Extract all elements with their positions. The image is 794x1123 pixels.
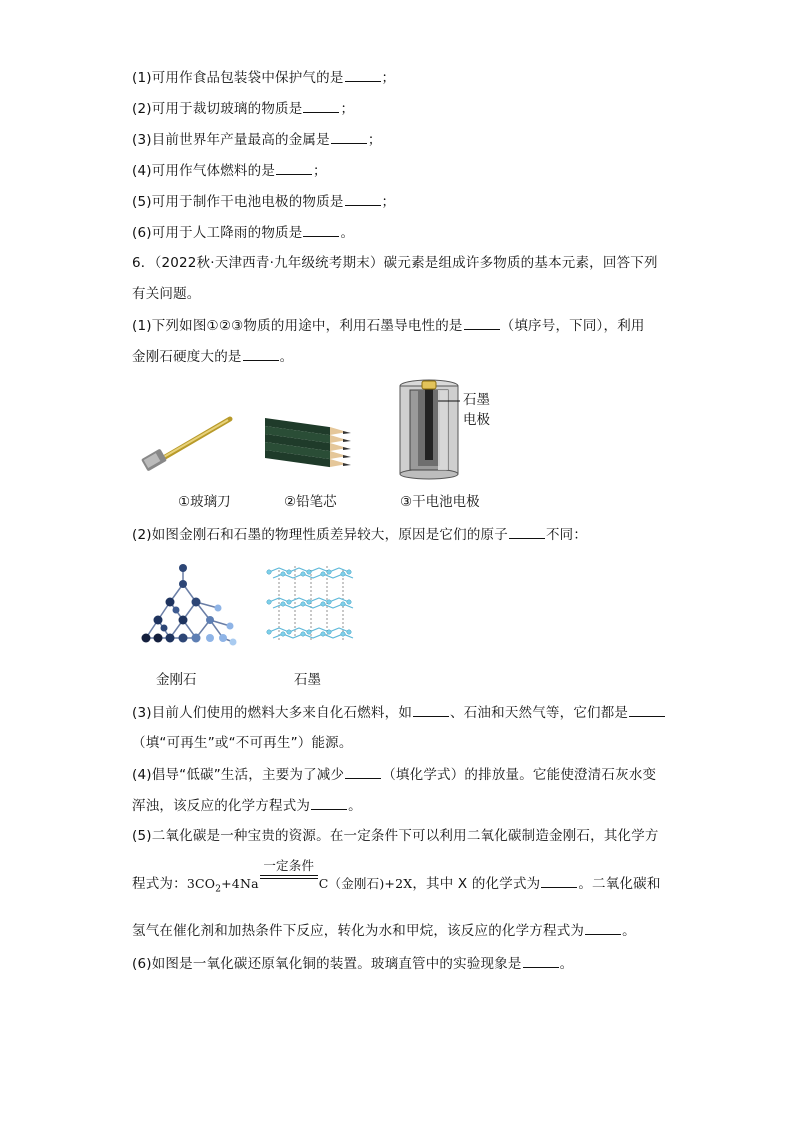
q2-blank[interactable] [303,99,339,113]
q5-line [132,192,395,211]
q3-blank[interactable] [331,130,367,144]
q3-text: (3)目前世界年产量最高的金属是 [132,132,330,148]
q4-blank[interactable] [276,161,312,175]
s5-text-c: ，其中 X 的化学式为 [412,876,541,892]
eq-subscript: 2 [215,884,222,895]
q6-text: (6)可用于人工降雨的物质是 [132,225,303,241]
s1-text-d: 。 [279,349,294,365]
battery-label-pointer [438,395,462,435]
s4-text: (4)倡导“低碳”生活，主要为了减少 [132,767,345,783]
eq-condition: 一定条件 [263,858,315,873]
s4-text-b: （填化学式）的排放量。它能使澄清石灰水变 [382,767,657,783]
eq-reactant-na: +4Na [221,876,259,891]
s1-blank-2[interactable] [243,347,279,361]
s2-blank[interactable] [509,525,545,539]
s3-line-a [132,703,666,722]
q2-end: ； [340,101,355,117]
q1-end: ； [381,70,396,86]
s6-text: (6)如图是一氧化碳还原氧化铜的装置。玻璃直管中的实验现象是 [132,956,522,972]
s5-text-d: 。二氧化碳和 [578,876,661,892]
s1-text-b: （填序号，下同），利用 [500,318,645,334]
q6-end: 。 [340,225,355,241]
s6-text-b: 。 [559,956,574,972]
s1-blank-1[interactable] [464,316,500,330]
s5-text-f: 。 [622,923,636,939]
q1-line [132,68,395,87]
q3-end: ； [367,132,382,148]
q2-line [132,99,354,118]
q5-text: (5)可用于制作干电池电极的物质是 [132,194,344,210]
s5-blank-1[interactable] [541,874,577,888]
s4-line-a [132,765,656,784]
s4-blank-1[interactable] [345,765,381,779]
s5-text-b: 程式为： [132,876,187,892]
s5-text-e: 氢气在催化剂和加热条件下反应，转化为水和甲烷，该反应的化学方程式为 [132,923,585,939]
s1-line-b [132,347,293,366]
eq-reactant-co2: 3CO [186,876,216,891]
q6-blank[interactable] [303,223,339,237]
q4-text: (4)可用作气体燃料的是 [132,163,276,179]
s3-blank-1[interactable] [413,703,449,717]
s1-text: (1)下列如图①②③物质的用途中，利用石墨导电性的是 [132,318,463,334]
s4-line-b [132,796,362,815]
caption-glass-knife: ①玻璃刀 [178,494,231,510]
caption-pencil: ②铅笔芯 [284,494,337,510]
glass-knife-figure [140,415,235,475]
s2-text-b: 不同： [545,527,588,543]
caption-diamond: 金刚石 [156,672,197,688]
problem6-title-cont: 有关问题。 [132,286,201,302]
problem6-title: 6．（2022秋·天津西青·九年级统考期末）碳元素是组成许多物质的基本元素，回答下列 [132,255,658,271]
s6-blank[interactable] [523,954,559,968]
caption-battery: ③干电池电极 [400,494,480,510]
q4-end: ； [313,163,327,179]
s6-line [132,954,573,973]
q5-end: ； [381,194,396,210]
s5-blank-2[interactable] [585,921,621,935]
eq-products: C（金刚石)+2X [318,876,413,891]
s3-text: (3)目前人们使用的燃料大多来自化石燃料，如 [132,705,413,721]
eq-condition-arrow [260,858,318,893]
q4-line [132,161,327,180]
q1-blank[interactable] [345,68,381,82]
graphite-structure-figure [265,562,357,654]
s5-line-c [132,921,636,940]
s4-text-c: 浑浊，该反应的化学方程式为 [132,798,311,814]
q1-text: (1)可用作食品包装袋中保护气的是 [132,70,344,86]
s1-text-c: 金刚石硬度大的是 [132,349,242,365]
s1-line-a [132,316,645,335]
s5-line-b [132,858,661,899]
pencil-figure [265,418,360,473]
q5-blank[interactable] [345,192,381,206]
q2-text: (2)可用于裁切玻璃的物质是 [132,101,303,117]
s3-line-b: （填“可再生”或“不可再生”）能源。 [132,735,353,751]
s5-line-a: (5)二氧化碳是一种宝贵的资源。在一定条件下可以利用二氧化碳制造金刚石，其化学方 [132,828,659,844]
s2-line [132,525,587,544]
diamond-structure-figure [138,562,238,654]
battery-label-graphite: 石墨 [463,392,490,408]
q3-line [132,130,382,149]
s3-text-b: 、石油和天然气等，它们都是 [450,705,629,721]
battery-label-electrode: 电极 [463,412,490,428]
caption-graphite: 石墨 [294,672,321,688]
s3-blank-2[interactable] [629,703,665,717]
s4-blank-2[interactable] [311,796,347,810]
s4-text-d: 。 [348,798,362,814]
q6-line [132,223,354,242]
s2-text: (2)如图金刚石和石墨的物理性质差异较大，原因是它们的原子 [132,527,508,543]
equation [186,858,413,895]
